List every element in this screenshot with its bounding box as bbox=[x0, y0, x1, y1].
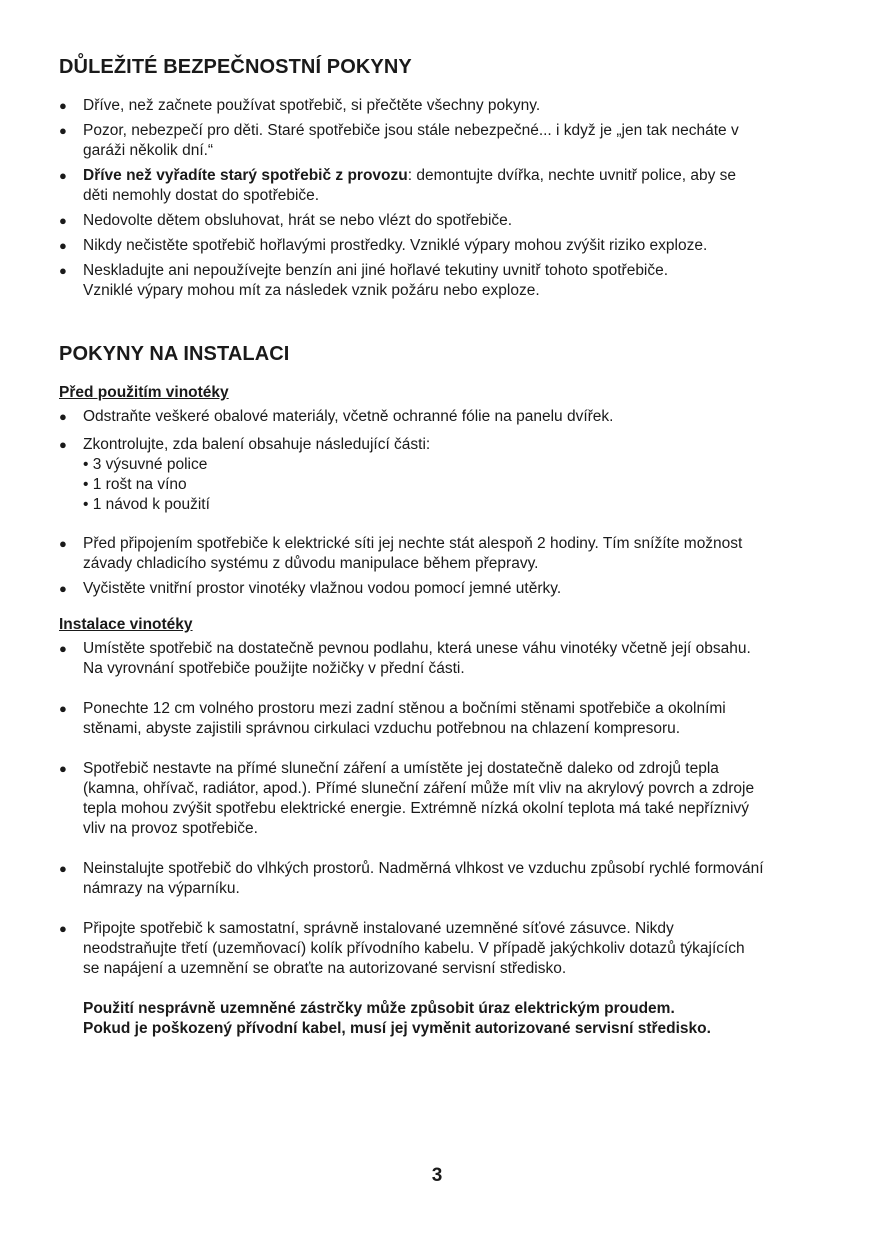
bullet-icon: ● bbox=[59, 861, 67, 876]
list-item: ● Ponechte 12 cm volného prostoru mezi zadní stěnou a bočními stěnami spotřebiče a okolními stěnami, abyste zajistili správnou cirkulaci vzduchu potřebnou na chlazení kompresoru. bbox=[59, 700, 726, 737]
list-item: ● Umístěte spotřebič na dostatečně pevnou podlahu, která unese váhu vinotéky včetně její obsahu. Na vyrovnání spotřebiče použijte nožičky v přední části. bbox=[59, 640, 751, 677]
bullet-icon: ● bbox=[59, 536, 67, 551]
bullet-icon: ● bbox=[59, 641, 67, 656]
setup-heading: Instalace vinotéky bbox=[59, 616, 193, 633]
bullet-icon: ● bbox=[59, 701, 67, 716]
bullet-icon: ● bbox=[59, 98, 67, 113]
before-use-list bbox=[59, 407, 819, 599]
bullet-icon: ● bbox=[59, 437, 67, 452]
setup-list bbox=[59, 639, 819, 979]
parts-list bbox=[83, 455, 819, 515]
bullet-icon: ● bbox=[59, 238, 67, 253]
bullet-icon: ● bbox=[59, 263, 67, 278]
list-item: ● Pozor, nebezpečí pro děti. Staré spotřebiče jsou stále nebezpečné... i když je „jen tak necháte v garáži několik dní.“ bbox=[59, 122, 739, 159]
installation-title: POKYNY NA INSTALACI bbox=[59, 343, 290, 365]
list-item: ● Spotřebič nestavte na přímé sluneční záření a umístěte jej dostatečně daleko od zdrojů tepla (kamna, ohřívač, radiátor, apod.). Přímé sluneční záření může mít vliv na akrylový povrch a zdroje tepla mohou zvýšit spotřebu elektrické energie. Extrémně nízká okolní teplota má také nepříznivý vliv na provoz spotřebiče. bbox=[59, 760, 755, 837]
parts-list-item: • 1 návod k použití bbox=[83, 496, 210, 513]
bullet-icon: ● bbox=[59, 168, 67, 183]
before-use-heading: Před použitím vinotéky bbox=[59, 384, 229, 401]
list-item: ● Před připojením spotřebiče k elektrické síti jej nechte stát alespoň 2 hodiny. Tím snížíte možnost závady chladicího systému z důvodu manipulace během přepravy. bbox=[59, 535, 743, 572]
parts-list-item: • 3 výsuvné police bbox=[83, 456, 208, 473]
bullet-icon: ● bbox=[59, 409, 67, 424]
list-item: ● Dříve, než začnete používat spotřebič, si přečtěte všechny pokyny. bbox=[59, 97, 541, 114]
warning-line: Použití nesprávně uzemněné zástrčky může způsobit úraz elektrickým proudem. bbox=[83, 1000, 675, 1017]
safety-list bbox=[59, 96, 819, 301]
list-item: ● Neinstalujte spotřebič do vlhkých prostorů. Nadměrná vlhkost ve vzduchu způsobí rychlé formování námrazy na výparníku. bbox=[59, 860, 764, 897]
electrical-warning bbox=[59, 999, 819, 1039]
document-page bbox=[59, 54, 819, 1039]
page-number: 3 bbox=[431, 1165, 443, 1186]
bullet-icon: ● bbox=[59, 761, 67, 776]
list-item: ● Vyčistěte vnitřní prostor vinotéky vlažnou vodou pomocí jemné utěrky. bbox=[59, 580, 562, 597]
list-item: ● Odstraňte veškeré obalové materiály, včetně ochranné fólie na panelu dvířek. bbox=[59, 408, 614, 425]
list-item: ● Dříve než vyřadíte starý spotřebič z provozu: demontujte dvířka, nechte uvnitř police, aby se děti nemohly dostat do spotřebiče. bbox=[59, 167, 737, 204]
bullet-icon: ● bbox=[59, 581, 67, 596]
parts-list-item: • 1 rošt na víno bbox=[83, 476, 187, 493]
bullet-icon: ● bbox=[59, 921, 67, 936]
list-item: ● Zkontrolujte, zda balení obsahuje následující části: • 3 výsuvné police • 1 rošt na víno • 1 návod k použití bbox=[59, 435, 819, 515]
list-item: ● Neskladujte ani nepoužívejte benzín ani jiné hořlavé tekutiny uvnitř tohoto spotřebiče. Vzniklé výpary mohou mít za následek vznik požáru nebo exploze. bbox=[59, 262, 669, 299]
safety-title: DŮLEŽITÉ BEZPEČNOSTNÍ POKYNY bbox=[59, 56, 412, 78]
bullet-icon: ● bbox=[59, 213, 67, 228]
warning-line: Pokud je poškozený přívodní kabel, musí jej vyměnit autorizované servisní středisko. bbox=[83, 1020, 711, 1037]
list-item: ● Nedovolte dětem obsluhovat, hrát se nebo vlézt do spotřebiče. bbox=[59, 212, 513, 229]
bullet-icon: ● bbox=[59, 123, 67, 138]
list-item: ● Nikdy nečistěte spotřebič hořlavými prostředky. Vzniklé výpary mohou zvýšit riziko exploze. bbox=[59, 237, 708, 254]
list-item: ● Připojte spotřebič k samostatní, správně instalované uzemněné síťové zásuvce. Nikdy neodstraňujte třetí (uzemňovací) kolík přívodního kabelu. V případě jakýchkoliv dotazů týkajících se napájení a uzemnění se obraťte na autorizované servisní středisko. bbox=[59, 920, 745, 977]
